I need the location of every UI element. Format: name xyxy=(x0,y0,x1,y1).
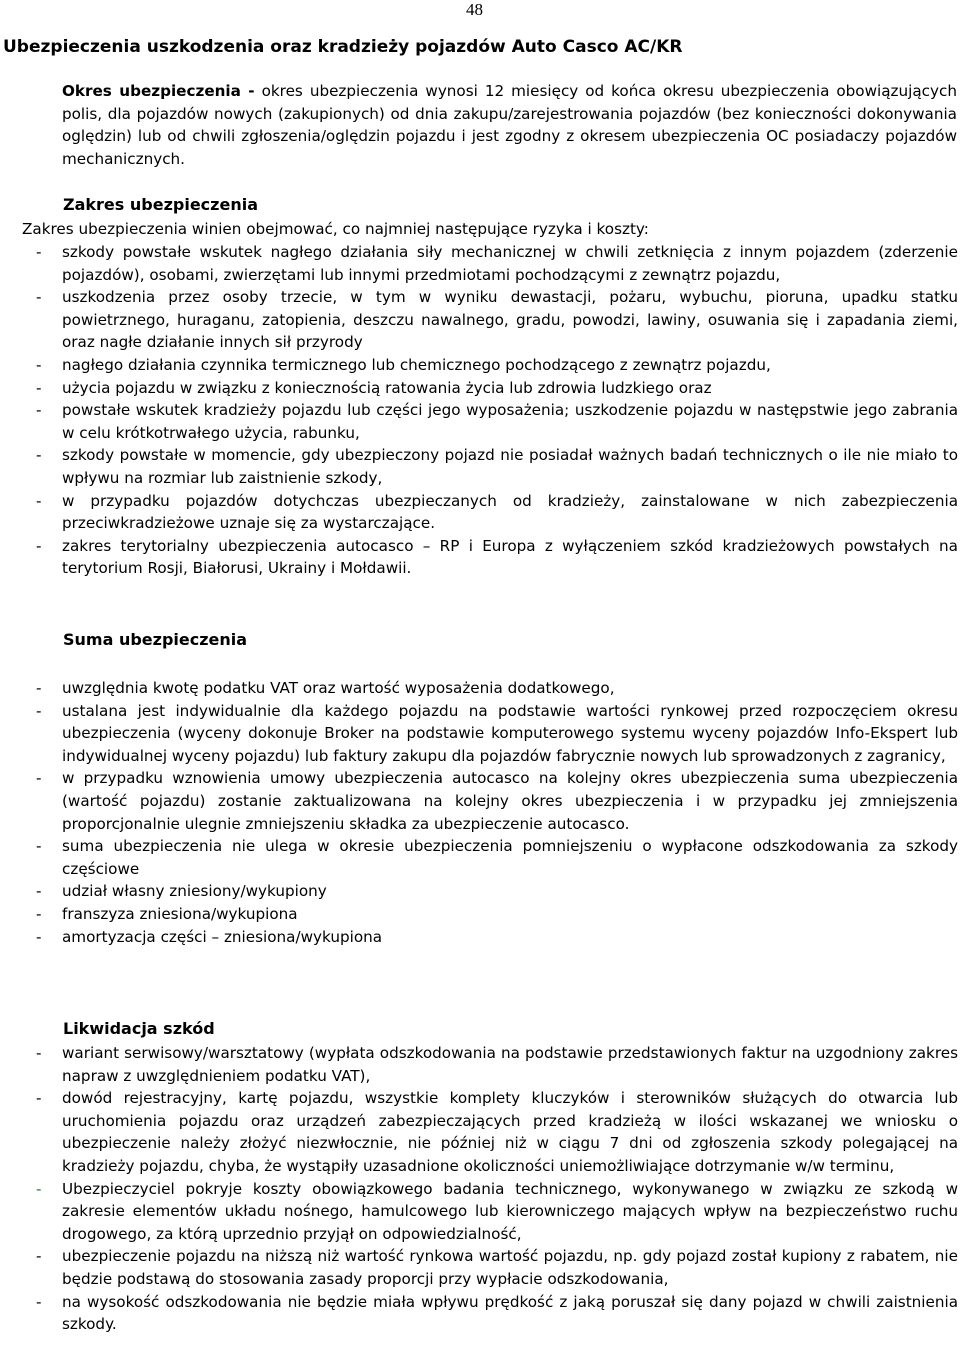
list-item xyxy=(0,767,958,835)
page-number: 48 xyxy=(466,0,483,19)
list-item xyxy=(0,926,958,949)
bullet-dash: - xyxy=(36,378,42,397)
bullet-dash: - xyxy=(36,837,42,856)
list-item xyxy=(0,1178,958,1246)
okres-label: Okres ubezpieczenia - xyxy=(62,82,255,100)
bullet-dash: - xyxy=(36,1044,42,1062)
list-item-text: użycia pojazdu w związku z koniecznością ratowania życia lub zdrowia ludzkiego oraz xyxy=(62,378,712,397)
list-item xyxy=(0,677,958,700)
bullet-dash: - xyxy=(36,355,42,374)
list-item-text: na wysokość odszkodowania nie będzie miała wpływu prędkość z jaką poruszał się dany pojazd w chwili zaistnienia szkody. xyxy=(62,1292,958,1334)
list-item xyxy=(0,1042,958,1087)
list-item xyxy=(0,880,958,903)
bullet-dash: - xyxy=(36,927,42,946)
bullet-dash: - xyxy=(36,288,42,307)
list-item-text: szkody powstałe wskutek nagłego działania siły mechanicznej w chwili zetknięcia z innym pojazdem (zderzenie pojazdów), osobami, zwierzętami lub innymi przedmiotami pochodzącymi z zewnątrz pojazdu, xyxy=(62,243,958,284)
list-item xyxy=(0,241,958,286)
zakres-heading: Zakres ubezpieczenia xyxy=(63,195,258,214)
bullet-dash: - xyxy=(36,1179,42,1198)
list-item-text: w przypadku wznowienia umowy ubezpieczenia autocasco na kolejny okres ubezpieczenia suma ubezpieczenia (wartość pojazdu) zostanie zaktualizowana na kolejny okres ubezpieczenia i w przypadku jej zmniejszenia proporcjonalnie ulegnie zmniejszeniu składka za ubezpieczenie autocasco. xyxy=(62,769,958,833)
bullet-dash: - xyxy=(36,401,42,420)
suma-heading: Suma ubezpieczenia xyxy=(63,630,248,649)
okres-paragraph xyxy=(62,80,957,170)
list-item-text: w przypadku pojazdów dotychczas ubezpieczanych od kradzieży, zainstalowane w nich zabezpieczenia przeciwkradzieżowe uznaje się za wystarczające. xyxy=(62,491,958,533)
list-item-text: zakres terytorialny ubezpieczenia autocasco – RP i Europa z wyłączeniem szkód kradzieżowych powstałych na terytorium Rosji, Białorusi, Ukrainy i Mołdawii. xyxy=(62,536,958,578)
list-item xyxy=(0,1087,958,1177)
document-title: Ubezpieczenia uszkodzenia oraz kradzieży pojazdów Auto Casco AC/KR xyxy=(3,37,683,57)
list-item xyxy=(0,286,958,354)
bullet-dash: - xyxy=(36,446,42,465)
list-item xyxy=(0,490,958,535)
list-item-text: Ubezpieczyciel pokryje koszty obowiązkowego badania technicznego, wykonywanego w związku ze szkodą w zakresie elementów układu nośnego, hamulcowego lub kierowniczego mających wpływ na bezpieczeństwo ruchu drogowego, za którą uprzednio przyjął on odpowiedzialność, xyxy=(62,1179,958,1243)
likwidacja-heading: Likwidacja szkód xyxy=(63,1019,215,1038)
list-item-text: suma ubezpieczenia nie ulega w okresie ubezpieczenia pomniejszeniu o wypłacone odszkodowania za szkody częściowe xyxy=(62,837,958,878)
list-item xyxy=(0,444,958,489)
list-item-text: amortyzacja części – zniesiona/wykupiona xyxy=(62,927,383,946)
list-item xyxy=(0,535,958,580)
bullet-dash: - xyxy=(36,769,42,788)
okres-text: okres ubezpieczenia wynosi 12 miesięcy od końca okresu ubezpieczenia obowiązujących polis, dla pojazdów nowych (zakupionych) od dnia zakupu/zarejestrowania pojazdów (bez konieczności dokonywania oględzin) lub od chwili zgłoszenia/oględzin pojazdu i jest zgodny z okresem ubezpieczenia OC posiadaczy pojazdów mechanicznych. xyxy=(62,82,957,168)
list-item-text: nagłego działania czynnika termicznego lub chemicznego pochodzącego z zewnątrz pojazdu, xyxy=(62,355,771,374)
list-item xyxy=(0,835,958,880)
list-item-text: powstałe wskutek kradzieży pojazdu lub części jego wyposażenia; uszkodzenie pojazdu w następstwie jego zabrania w celu krótkotrwałego użycia, rabunku, xyxy=(62,401,958,442)
list-item-text: dowód rejestracyjny, kartę pojazdu, wszystkie komplety kluczyków i sterowników służących do otwarcia lub uruchomienia pojazdu oraz urządzeń zabezpieczających przed kradzieżą w ilości wskazanej we wniosku o ubezpieczenie należy złożyć niezwłocznie, nie później niż w ciągu 7 dni od zgłoszenia szkody polegającej na kradzieży pojazdu, chyba, że wystąpiły uzasadnione okoliczności uniemożliwiające dotrzymanie w/w terminu, xyxy=(62,1089,958,1175)
list-item xyxy=(0,903,958,926)
bullet-dash: - xyxy=(36,1089,42,1108)
likwidacja-list xyxy=(0,1042,958,1336)
list-item-text: ustalana jest indywidualnie dla każdego pojazdu na podstawie wartości rynkowej przed rozpoczęciem okresu ubezpieczenia (wyceny dokonuje Broker na podstawie komputerowego systemu wyceny pojazdów Info-Ekspert lub indywidualnej wyceny pojazdu) lub faktury zakupu dla pojazdów fabrycznie nowych lub sprowadzonych z zagranicy, xyxy=(62,701,958,765)
zakres-intro: Zakres ubezpieczenia winien obejmować, co najmniej następujące ryzyka i koszty: xyxy=(22,220,649,238)
bullet-dash: - xyxy=(36,491,42,510)
zakres-list xyxy=(0,241,958,580)
bullet-dash: - xyxy=(36,243,42,261)
bullet-dash: - xyxy=(36,1247,42,1266)
list-item xyxy=(0,399,958,444)
bullet-dash: - xyxy=(36,679,42,697)
list-item xyxy=(0,377,958,400)
list-item xyxy=(0,1245,958,1290)
list-item-text: franszyza zniesiona/wykupiona xyxy=(62,904,298,923)
list-item-text: udział własny zniesiony/wykupiony xyxy=(62,882,327,901)
list-item-text: uwzględnia kwotę podatku VAT oraz wartość wyposażenia dodatkowego, xyxy=(62,679,615,697)
bullet-dash: - xyxy=(36,536,42,555)
list-item-text: wariant serwisowy/warsztatowy (wypłata odszkodowania na podstawie przedstawionych faktur na uzgodniony zakres napraw z uwzględnieniem podatku VAT), xyxy=(62,1044,958,1085)
list-item-text: ubezpieczenie pojazdu na niższą niż wartość rynkowa wartość pojazdu, np. gdy pojazd został kupiony z rabatem, nie będzie podstawą do stosowania zasady proporcji przy wypłacie odszkodowania, xyxy=(62,1247,958,1288)
list-item xyxy=(0,1291,958,1336)
list-item xyxy=(0,700,958,768)
suma-list xyxy=(0,677,958,948)
list-item-text: uszkodzenia przez osoby trzecie, w tym w wyniku dewastacji, pożaru, wybuchu, pioruna, upadku statku powietrznego, huraganu, zatopienia, deszczu nawalnego, gradu, powodzi, lawiny, osuwania się i zapadania ziemi, oraz nagłe działanie innych sił przyrody xyxy=(62,288,958,352)
bullet-dash: - xyxy=(36,904,42,923)
bullet-dash: - xyxy=(36,1292,42,1311)
bullet-dash: - xyxy=(36,882,42,901)
bullet-dash: - xyxy=(36,701,42,720)
list-item-text: szkody powstałe w momencie, gdy ubezpieczony pojazd nie posiadał ważnych badań technicznych o ile nie miało to wpływu na rozmiar lub zaistnienie szkody, xyxy=(62,446,958,487)
list-item xyxy=(0,354,958,377)
